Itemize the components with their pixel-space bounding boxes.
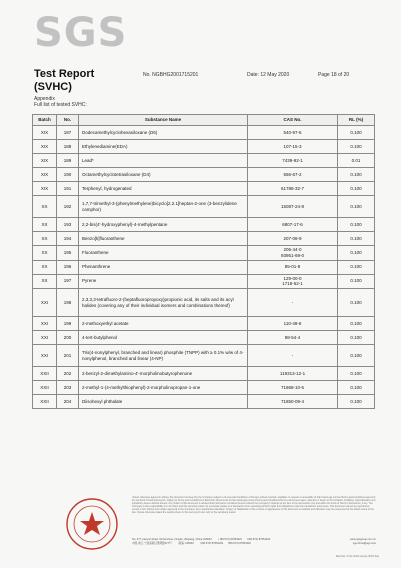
report-title-sub: (SVHC): [34, 81, 72, 93]
cell-number: 191: [57, 182, 79, 196]
report-title-block: [34, 68, 94, 108]
cell-reporting-limit: 0.100: [338, 274, 375, 289]
page-number: Page 18 of 20: [318, 72, 350, 78]
cell-number: 199: [57, 317, 79, 331]
cell-batch: XX: [33, 196, 57, 218]
cell-cas-number: 71850-09-4: [248, 395, 338, 409]
cell-batch: XX: [33, 246, 57, 261]
table-row: [33, 274, 375, 289]
cell-cas-number: 85-01-8: [248, 260, 338, 274]
appendix-subheading: Full list of tested SVHC:: [34, 102, 87, 108]
cell-number: 203: [57, 381, 79, 395]
table-row: [33, 367, 375, 381]
email: sgs.china@sgs.com: [352, 541, 376, 545]
cell-batch: XXI: [33, 331, 57, 345]
cell-number: 188: [57, 140, 79, 154]
cell-number: 201: [57, 345, 79, 367]
postcode-cn: 邮编: 315040: [178, 541, 194, 545]
cell-batch: XIX: [33, 140, 57, 154]
cell-batch: XIX: [33, 154, 57, 168]
fax-cn: f(86-574) 87654322: [228, 541, 251, 545]
cell-cas-number: 110-49-6: [248, 317, 338, 331]
address-cn: 中国·浙江·宁波高新区聚贤路377号: [132, 541, 172, 545]
cell-number: 204: [57, 395, 79, 409]
website: www.sgsgroup.com.cn: [350, 538, 376, 541]
cell-cas-number: 129-00-0 1718-52-1: [248, 274, 338, 289]
cell-number: 193: [57, 218, 79, 232]
cell-reporting-limit: 0.100: [338, 381, 375, 395]
table-row: [33, 218, 375, 232]
col-header-no: No.: [57, 115, 79, 126]
cell-substance-name: Lead*: [79, 154, 248, 168]
table-row: [33, 154, 375, 168]
table-row: [33, 182, 375, 196]
appendix-heading: Appendix: [34, 96, 55, 102]
cell-reporting-limit: 0.100: [338, 246, 375, 261]
cell-batch: XXI: [33, 345, 57, 367]
col-header-rl: RL (%): [338, 115, 375, 126]
cell-batch: XX: [33, 218, 57, 232]
cell-reporting-limit: 0.100: [338, 232, 375, 246]
cell-number: 196: [57, 260, 79, 274]
cell-substance-name: Tris(4-nonylphenyl, branched and linear) phosphite (TNPP) with ≥ 0.1% w/w of 4-nonylphenol, branched and linear (4-NP): [79, 345, 248, 367]
svhc-table: [32, 114, 375, 409]
cell-number: 194: [57, 232, 79, 246]
cell-substance-name: 2-methyl-1-(4-methylthiophenyl)-2-morpholinopropan-1-one: [79, 381, 248, 395]
cell-batch: XXII: [33, 381, 57, 395]
cell-substance-name: 4-tert-butylphenol: [79, 331, 248, 345]
col-header-cas: CAS No.: [248, 115, 338, 126]
cell-cas-number: 556-67-2: [248, 168, 338, 182]
cell-cas-number: 15087-24-8: [248, 196, 338, 218]
sgs-stamp-seal: [64, 496, 120, 552]
cell-substance-name: Fluoranthene: [79, 246, 248, 261]
cell-cas-number: 98-54-4: [248, 331, 338, 345]
cell-reporting-limit: 0.100: [338, 168, 375, 182]
sgs-logo: SGS: [34, 10, 128, 56]
report-title: Test Report: [34, 68, 95, 80]
table-header-row: [33, 115, 375, 126]
cell-substance-name: 2-methoxyethyl acetate: [79, 317, 248, 331]
phone-en: t (86-574) 87654321: [218, 538, 242, 541]
table-row: [33, 246, 375, 261]
cell-number: 202: [57, 367, 79, 381]
cell-batch: XXI: [33, 317, 57, 331]
address-en: No. 377 Liaoyun Road, Xinhai Zone, Ningbo, Zhejiang, China 315040: [132, 538, 212, 541]
cell-batch: XX: [33, 274, 57, 289]
table-row: [33, 289, 375, 317]
cell-number: 190: [57, 168, 79, 182]
table-row: [33, 260, 375, 274]
table-row: [33, 232, 375, 246]
cell-substance-name: 2-benzyl-2-dimethylamino-4'-morpholinobutyrophenone: [79, 367, 248, 381]
cell-substance-name: 2,3,3,3-tetrafluoro-2-(heptafluoropropoxy)propionic acid, its salts and its acyl halides (covering any of their individual isomers and combinations thereof): [79, 289, 248, 317]
cell-batch: XXII: [33, 367, 57, 381]
table-row: [33, 317, 375, 331]
cell-reporting-limit: 0.100: [338, 196, 375, 218]
cell-reporting-limit: 0.100: [338, 345, 375, 367]
cell-number: 198: [57, 289, 79, 317]
cell-number: 197: [57, 274, 79, 289]
cell-substance-name: 2,2-bis(4'-hydroxyphenyl)-4-methylpentane: [79, 218, 248, 232]
table-row: [33, 331, 375, 345]
cell-batch: XX: [33, 260, 57, 274]
legal-disclaimer: Unless otherwise agreed in writing, this document is issued by the Company subject to its General Conditions of Service printed overleaf, available on request or accessible at http://www.sgs.com/en/Terms-and-Conditions.aspx and, for electronic format documents, subject to Terms and Conditions for Electronic Documents at http://www.sgs.com/en/Terms-and-Conditions/Terms-e-Document.aspx. Attention is drawn to the limitation of liability, indemnification and jurisdiction issues defined therein. Any holder of this document is advised that information contained hereon reflects the Company's findings at the time of its intervention only and within the limits of Client's instructions, if any. The Company's sole responsibility is to its Client and this document does not exonerate parties to a transaction from exercising all their rights and obligations under the transaction documents. This document cannot be reproduced except in full, without prior written approval of the Company. Any unauthorized alteration, forgery or falsification of the content or appearance of this document is unlawful and offenders may be prosecuted to the fullest extent of the law. Unless otherwise stated the results shown in this test report refer only to the sample(s) tested.: [132, 496, 376, 515]
report-number: No. NGBHG2001715201: [143, 72, 199, 78]
phone-cn: t(86-574) 87654321: [200, 541, 224, 545]
cell-reporting-limit: 0.100: [338, 140, 375, 154]
cell-cas-number: 7439-92-1: [248, 154, 338, 168]
cell-substance-name: Dodecamethylcyclohexasiloxane (D6): [79, 126, 248, 140]
cell-cas-number: -: [248, 289, 338, 317]
cell-reporting-limit: 0.100: [338, 395, 375, 409]
cell-substance-name: Terphenyl, hydrogenated: [79, 182, 248, 196]
cell-number: 195: [57, 246, 79, 261]
fax-en: f (86-574) 87654322: [246, 538, 271, 541]
cell-batch: XXII: [33, 395, 57, 409]
cell-reporting-limit: 0.100: [338, 367, 375, 381]
col-header-batch: Batch: [33, 115, 57, 126]
cell-substance-name: Phenanthrene: [79, 260, 248, 274]
cell-cas-number: 107-15-3: [248, 140, 338, 154]
cell-number: 187: [57, 126, 79, 140]
cell-reporting-limit: 0.100: [338, 260, 375, 274]
cell-cas-number: 61788-32-7: [248, 182, 338, 196]
table-row: [33, 196, 375, 218]
cell-number: 200: [57, 331, 79, 345]
cell-batch: XIX: [33, 126, 57, 140]
cell-batch: XIX: [33, 168, 57, 182]
table-row: [33, 395, 375, 409]
cell-cas-number: 6807-17-6: [248, 218, 338, 232]
cell-reporting-limit: 0.100: [338, 317, 375, 331]
table-row: [33, 381, 375, 395]
address-line-cn: [132, 542, 376, 546]
cell-batch: XIX: [33, 182, 57, 196]
cell-number: 189: [57, 154, 79, 168]
company-address-block: [132, 538, 376, 545]
cell-cas-number: 206-44-0 93951-69-0: [248, 246, 338, 261]
cell-reporting-limit: 0.100: [338, 218, 375, 232]
cell-substance-name: Octamethylcyclotetrasiloxane (D4): [79, 168, 248, 182]
table-row: [33, 140, 375, 154]
table-row: [33, 345, 375, 367]
cell-cas-number: 119313-12-1: [248, 367, 338, 381]
cell-substance-name: Ethylenediamine(EDA): [79, 140, 248, 154]
cell-batch: XXI: [33, 289, 57, 317]
cell-reporting-limit: 0.100: [338, 331, 375, 345]
report-date: Date: 12 May 2020: [247, 72, 290, 78]
cell-cas-number: 207-08-9: [248, 232, 338, 246]
cell-reporting-limit: 0.01: [338, 154, 375, 168]
col-header-substance: Substance Name: [79, 115, 248, 126]
member-note: Member of the SGS Group (SGS SA): [336, 555, 379, 558]
cell-reporting-limit: 0.100: [338, 289, 375, 317]
cell-cas-number: 540-97-6: [248, 126, 338, 140]
cell-number: 192: [57, 196, 79, 218]
cell-batch: XX: [33, 232, 57, 246]
cell-cas-number: -: [248, 345, 338, 367]
cell-substance-name: Diisohexyl phthalate: [79, 395, 248, 409]
table-row: [33, 126, 375, 140]
table-row: [33, 168, 375, 182]
cell-substance-name: 1,7,7-trimethyl-3-(phenylmethylene)bicyclo[2.2.1]heptan-2-one (3-benzylidene camphor): [79, 196, 248, 218]
cell-reporting-limit: 0.100: [338, 182, 375, 196]
cell-substance-name: Benzo[k]fluoranthene: [79, 232, 248, 246]
cell-cas-number: 71868-10-5: [248, 381, 338, 395]
cell-reporting-limit: 0.100: [338, 126, 375, 140]
cell-substance-name: Pyrene: [79, 274, 248, 289]
